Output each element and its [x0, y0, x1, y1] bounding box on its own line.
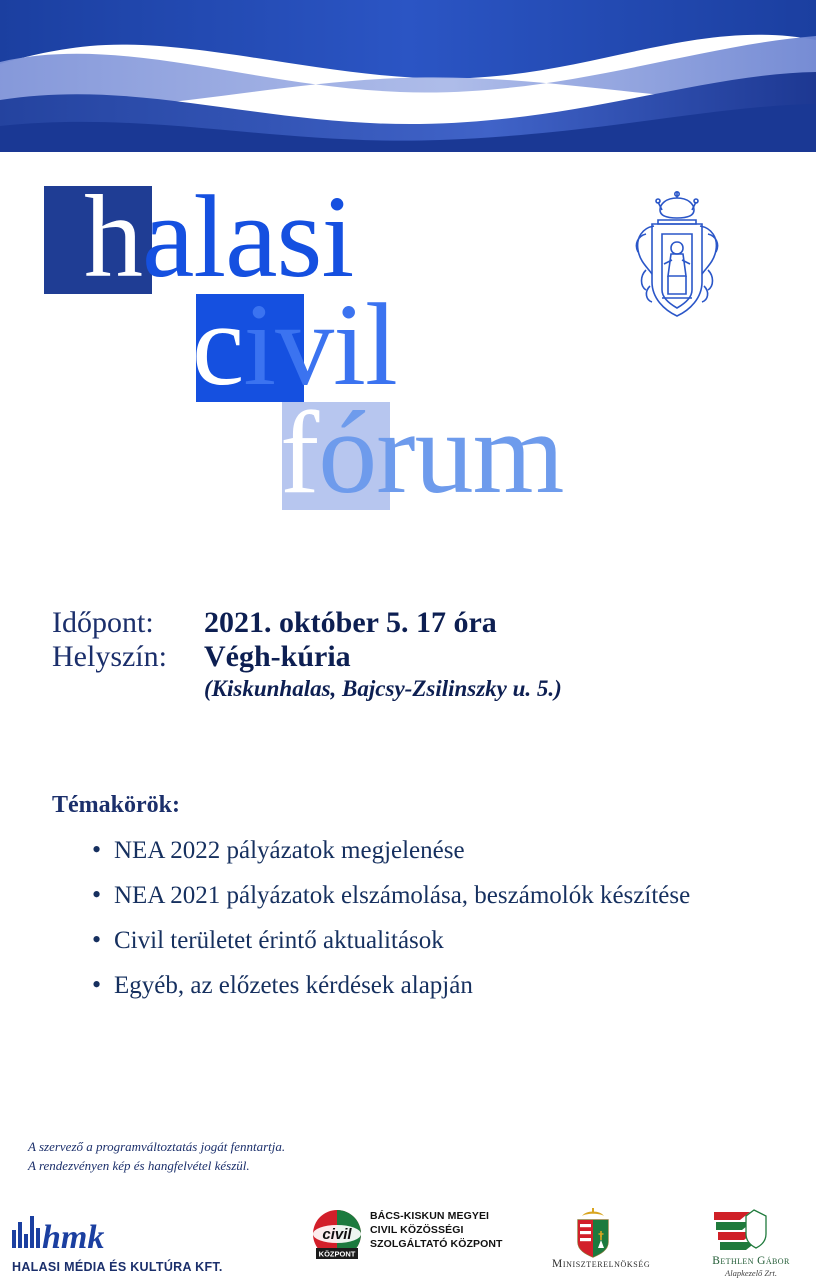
- svg-text:KÖZPONT: KÖZPONT: [318, 1249, 356, 1259]
- list-item: • NEA 2021 pályázatok elszámolása, beszámolók készítése: [92, 882, 772, 910]
- svg-text:civil: civil: [322, 1226, 352, 1243]
- logo-line-halasi-rest: alasi: [142, 171, 354, 302]
- event-place-value: Végh-kúria: [204, 640, 351, 673]
- kiskunhalas-coat-of-arms-icon: [602, 190, 752, 320]
- footer-logos: [0, 1196, 816, 1280]
- topics-section: [52, 792, 772, 1017]
- list-item: • Egyéb, az előzetes kérdések alapján: [92, 972, 772, 1000]
- bethlen-gabor-name-sub: Alapkezelő Zrt.: [725, 1268, 777, 1279]
- svg-text:hmk: hmk: [42, 1219, 105, 1256]
- event-date-label: Időpont:: [52, 606, 154, 639]
- logo-line-civil: civil: [192, 279, 397, 410]
- logo-line-forum-rest: órum: [318, 387, 564, 518]
- civil-kozpont-name-line-2: CIVIL KÖZÖSSÉGI: [370, 1223, 464, 1236]
- bethlen-gabor-logo-icon: [710, 1206, 770, 1257]
- logo-line-halasi: halasi: [84, 171, 354, 302]
- event-logo: [44, 171, 684, 526]
- hmk-logo-icon: [12, 1208, 112, 1261]
- ministry-name: Miniszterelnökség: [552, 1258, 651, 1270]
- hungary-coat-of-arms-icon: [568, 1204, 618, 1265]
- disclaimer-text: [28, 1138, 285, 1176]
- event-details: [52, 606, 752, 702]
- civil-kozpont-name: [370, 1210, 503, 1252]
- logo-line-forum: fórum: [280, 387, 564, 518]
- logo-line-civil-rest: ivil: [243, 279, 397, 410]
- event-place-label: Helyszín:: [52, 640, 167, 673]
- civil-kozpont-name-line-3: SZOLGÁLTATÓ KÖZPONT: [370, 1237, 503, 1250]
- civil-kozpont-logo-icon: [306, 1208, 368, 1269]
- event-place-address: (Kiskunhalas, Bajcsy-Zsilinszky u. 5.): [204, 676, 562, 701]
- bethlen-gabor-name: [692, 1254, 810, 1279]
- list-item: • NEA 2022 pályázatok megjelenése: [92, 837, 772, 865]
- bethlen-gabor-name-main: Bethlen Gábor: [712, 1255, 790, 1267]
- disclaimer-line-2: A rendezvényen kép és hangfelvétel készül.: [28, 1157, 250, 1173]
- topics-list: [52, 837, 772, 1000]
- civil-kozpont-name-line-1: BÁCS-KISKUN MEGYEI: [370, 1210, 490, 1222]
- topics-title: Témakörök:: [52, 792, 180, 818]
- disclaimer-line-1: A szervező a programváltoztatás jogát fenntartja.: [28, 1139, 286, 1154]
- event-place-row: [52, 640, 752, 674]
- hmk-company-name: HALASI MÉDIA ÉS KULTÚRA KFT.: [12, 1260, 223, 1274]
- wave-banner-graphic: [0, 0, 816, 152]
- event-date-value: 2021. október 5. 17 óra: [204, 606, 497, 639]
- list-item: • Civil területet érintő aktualitások: [92, 927, 772, 955]
- event-date-row: [52, 606, 752, 640]
